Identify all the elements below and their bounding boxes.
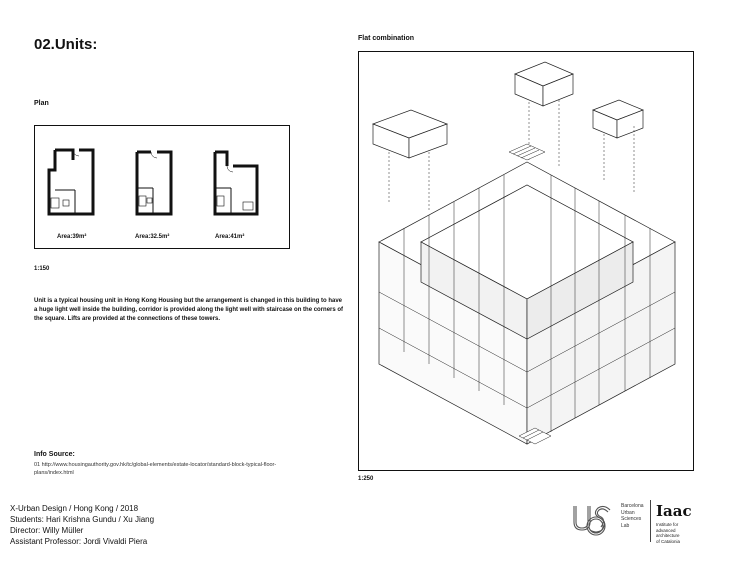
logo-divider (650, 500, 651, 542)
credits-course: X-Urban Design / Hong Kong / 2018 (10, 504, 139, 513)
plan-frame (34, 125, 290, 249)
exploded-unit-left (373, 110, 447, 158)
description-text: Unit is a typical housing unit in Hong Kong Housing but the arrangement is changed in this building to have a huge light well inside the building, corridor is provided along the light well with staircase on the corners of the square. Lifts are provided at the connections of these towers. (34, 298, 344, 322)
staircase-top (509, 144, 545, 160)
urban-sciences-lab-text: Barcelona Urban Sciences Lab (621, 503, 644, 529)
flat-combination-label: Flat combination (358, 35, 414, 42)
unit-plan-1 (49, 150, 93, 214)
credits-director: Director: Willy Müller (10, 526, 84, 535)
iaac-text: Institute for advanced architecture of Catalonia (656, 522, 681, 544)
page-title: 02.Units: (34, 36, 98, 53)
info-source-title: Info Source: (34, 451, 75, 458)
unit-2-area: Area:32.5m² (135, 234, 170, 240)
exploded-unit-top (515, 62, 573, 106)
unit-plan-2 (137, 152, 171, 214)
isometric-flat-drawing (359, 52, 693, 470)
unit-plan-3 (215, 152, 257, 214)
credits-assistant: Assistant Professor: Jordi Vivaldi Piera (10, 537, 148, 546)
plan-label: Plan (34, 100, 49, 107)
unit-3-area: Area:41m² (215, 234, 245, 240)
flat-scale: 1:250 (358, 476, 374, 482)
info-source-link[interactable]: 01 http://www.housingauthority.gov.hk/tc/global-elements/estate-locator/standard-block-typical-floor-plans/index.html (34, 462, 277, 476)
credits-block (10, 503, 154, 547)
iaac-logo: Iaac (656, 502, 692, 520)
exploded-unit-right (593, 100, 643, 138)
unit-1-area: Area:39m² (57, 234, 87, 240)
flat-combination-frame (358, 51, 694, 471)
credits-students: Students: Hari Krishna Gundu / Xu Jiang (10, 515, 155, 524)
ring-building (379, 162, 675, 444)
unit-plans-drawing (35, 126, 289, 248)
plan-scale: 1:150 (34, 266, 50, 272)
urban-sciences-lab-logo (570, 500, 620, 542)
